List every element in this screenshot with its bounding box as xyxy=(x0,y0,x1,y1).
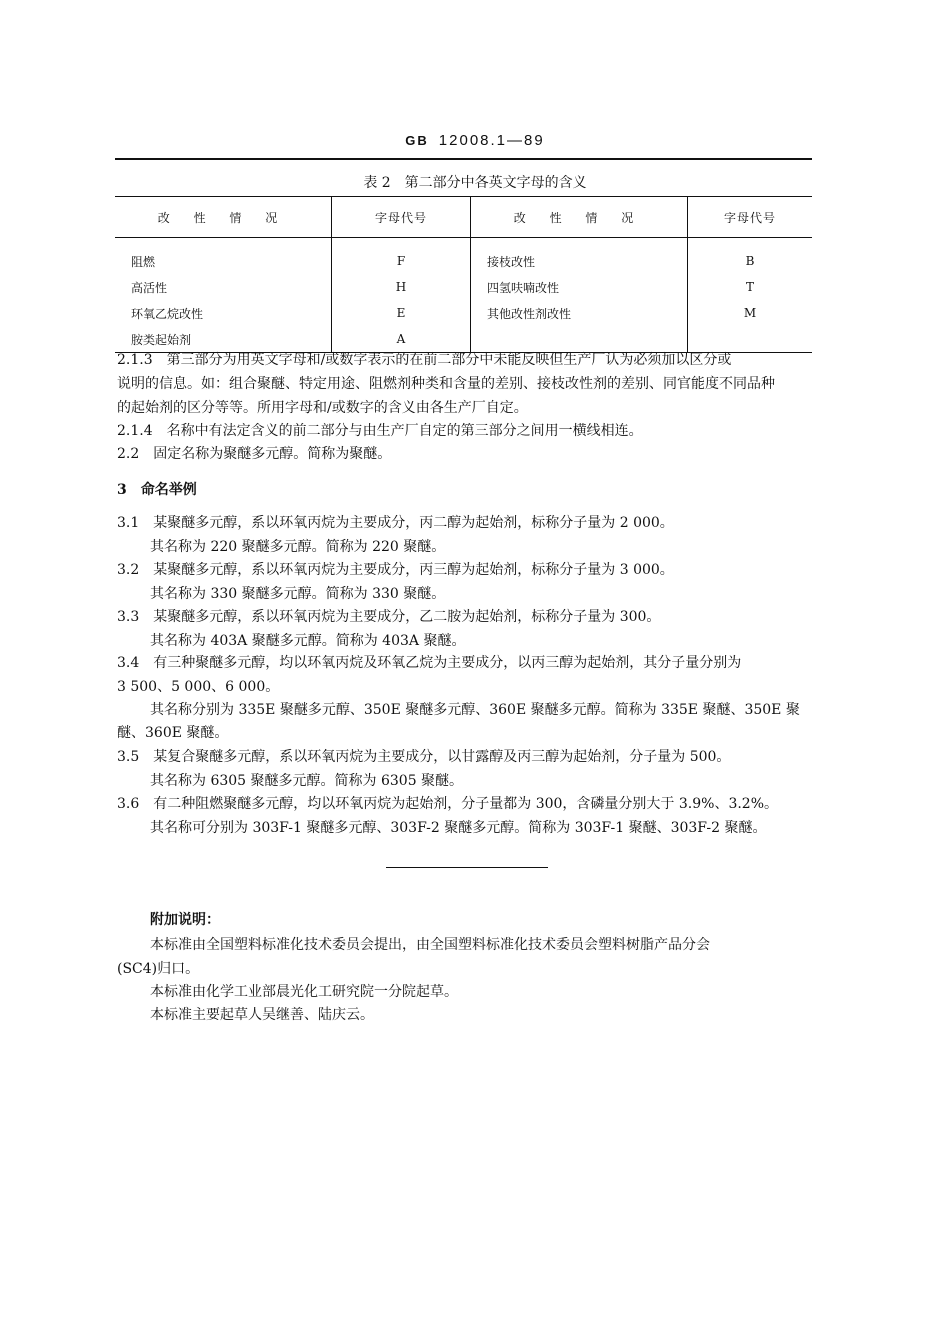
table-cell: 接枝改性 xyxy=(487,254,536,269)
standard-header xyxy=(0,132,950,149)
table-header-row xyxy=(115,197,812,238)
para-3-6-line-2: 其名称可分别为 303F-1 聚醚多元醇、303F-2 聚醚多元醇。简称为 303F-1 聚醚、303F-2 聚醚。 xyxy=(150,820,767,836)
table-cell: 四氢呋喃改性 xyxy=(487,280,560,295)
appendix-note-line-1: 本标准由全国塑料标准化技术委员会提出，由全国塑料标准化技术委员会塑料树脂产品分会 xyxy=(150,937,710,953)
header-modification-1: 改 性 情 况 xyxy=(115,197,332,238)
appendix-note-title: 附加说明： xyxy=(150,912,220,928)
table-row xyxy=(115,274,812,300)
para-2-1-3-line-3: 的起始剂的区分等等。所用字母和/或数字的含义由各生产厂自定。 xyxy=(117,400,528,416)
table-cell: 阻燃 xyxy=(131,254,156,269)
header-code-2: 字母代号 xyxy=(688,197,813,238)
header-rule xyxy=(115,158,812,160)
para-3-5-line-1: 3.5 某复合聚醚多元醇，系以环氧丙烷为主要成分，以甘露醇及丙三醇为起始剂，分子量为 500。 xyxy=(117,749,731,765)
para-3-1-line-2: 其名称为 220 聚醚多元醇。简称为 220 聚醚。 xyxy=(150,539,446,555)
para-2-1-3-line-1: 2.1.3 第三部分为用英文字母和/或数字表示的在前二部分中未能反映但生产厂认为必须加以区分或 xyxy=(117,352,732,368)
table-cell: 其他改性剂改性 xyxy=(487,306,572,321)
header-code-1: 字母代号 xyxy=(332,197,471,238)
table-cell: 高活性 xyxy=(131,280,168,295)
table-row xyxy=(115,238,812,275)
para-3-4-line-2: 3 500、5 000、6 000。 xyxy=(117,679,280,695)
table-title: 第二部分中各英文字母的含义 xyxy=(404,175,587,191)
appendix-note-line-4: 本标准主要起草人吴继善、陆庆云。 xyxy=(150,1007,374,1023)
header-modification-2: 改 性 情 况 xyxy=(471,197,688,238)
para-3-3-line-2: 其名称为 403A 聚醚多元醇。简称为 403A 聚醚。 xyxy=(150,633,466,649)
table-cell: H xyxy=(332,274,471,300)
para-3-2-line-1: 3.2 某聚醚多元醇，系以环氧丙烷为主要成分，丙三醇为起始剂，标称分子量为 3 000。 xyxy=(117,562,674,578)
appendix-note-line-3: 本标准由化学工业部晨光化工研究院一分院起草。 xyxy=(150,984,458,1000)
table-cell: B xyxy=(688,238,813,275)
para-3-4-line-4: 醚、360E 聚醚。 xyxy=(117,725,229,741)
table-cell: A xyxy=(332,326,471,353)
table-cell: 胺类起始剂 xyxy=(115,326,332,353)
table-cell: 环氧乙烷改性 xyxy=(131,306,204,321)
para-3-6-line-1: 3.6 有二种阻燃聚醚多元醇，均以环氧丙烷为起始剂，分子量都为 300，含磷量分别大于 3.9%、3.2%。 xyxy=(117,796,779,812)
para-3-2-line-2: 其名称为 330 聚醚多元醇。简称为 330 聚醚。 xyxy=(150,586,446,602)
para-3-4-line-3: 其名称分别为 335E 聚醚多元醇、350E 聚醚多元醇、360E 聚醚多元醇。简称为 335E 聚醚、350E 聚 xyxy=(150,702,800,718)
para-3-4-line-1: 3.4 有三种聚醚多元醇，均以环氧丙烷及环氧乙烷为主要成分，以丙三醇为起始剂，其分子量分别为 xyxy=(117,655,742,671)
para-3-3-line-1: 3.3 某聚醚多元醇，系以环氧丙烷为主要成分，乙二胺为起始剂，标称分子量为 300。 xyxy=(117,609,661,625)
para-3-1-line-1: 3.1 某聚醚多元醇，系以环氧丙烷为主要成分，丙二醇为起始剂，标称分子量为 2 000。 xyxy=(117,515,674,531)
para-3-5-line-2: 其名称为 6305 聚醚多元醇。简称为 6305 聚醚。 xyxy=(150,773,464,789)
table-cell: M xyxy=(688,300,813,326)
letter-code-table xyxy=(115,196,812,353)
section-divider xyxy=(386,867,548,868)
table-cell: T xyxy=(688,274,813,300)
para-2-1-4: 2.1.4 名称中有法定含义的前二部分与由生产厂自定的第三部分之间用一横线相连。 xyxy=(117,423,643,439)
table-cell: F xyxy=(332,238,471,275)
gb-label: GB xyxy=(405,133,429,148)
appendix-note-line-2: (SC4)归口。 xyxy=(117,961,200,977)
table-caption xyxy=(0,172,950,192)
section-3-title: 3 命名举例 xyxy=(117,482,197,498)
table-number: 表 2 xyxy=(363,175,391,191)
para-2-1-3-line-2: 说明的信息。如：组合聚醚、特定用途、阻燃剂种类和含量的差别、接枝改性剂的差别、同官能度不同品种 xyxy=(117,376,775,392)
table-cell: E xyxy=(332,300,471,326)
standard-code: 12008.1—89 xyxy=(438,132,545,149)
para-2-2: 2.2 固定名称为聚醚多元醇。简称为聚醚。 xyxy=(117,446,392,462)
table-row xyxy=(115,300,812,326)
